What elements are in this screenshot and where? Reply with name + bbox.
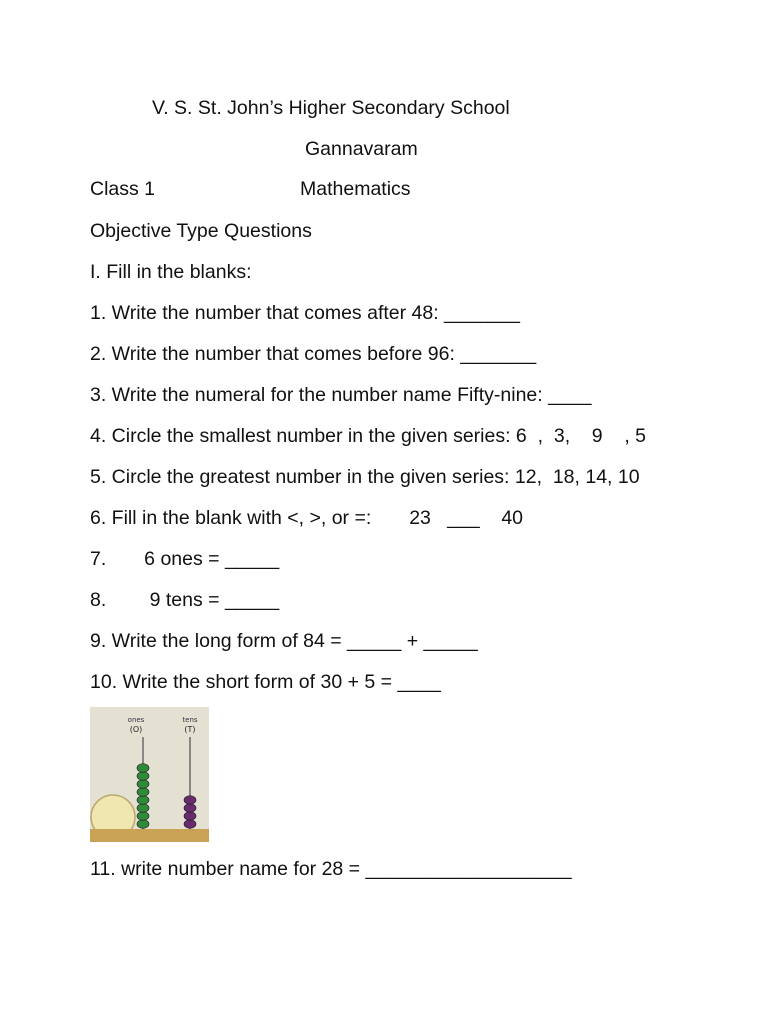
- section-title: Objective Type Questions: [90, 220, 312, 242]
- part-title: I. Fill in the blanks:: [90, 261, 252, 283]
- question-8: 8. 9 tens = _____: [90, 589, 280, 611]
- ones-rod-letter: (O): [129, 725, 143, 734]
- abacus-base: [90, 829, 209, 842]
- question-7: 7. 6 ones = _____: [90, 548, 280, 570]
- question-2: 2. Write the number that comes before 96: _______: [90, 343, 537, 365]
- school-place: Gannavaram: [305, 138, 418, 160]
- ones-bead: [137, 812, 149, 821]
- abacus-drawing: [90, 707, 209, 842]
- tens-rod-letter: (T): [184, 725, 196, 734]
- subject-label: Mathematics: [300, 178, 411, 200]
- tens-bead: [184, 820, 196, 829]
- tens-bead: [184, 812, 196, 821]
- question-10: 10. Write the short form of 30 + 5 = ____: [90, 671, 441, 693]
- school-name: V. S. St. John’s Higher Secondary School: [152, 97, 510, 119]
- question-1: 1. Write the number that comes after 48: _______: [90, 302, 520, 324]
- ones-bead: [137, 772, 149, 781]
- ones-bead: [137, 796, 149, 805]
- question-3: 3. Write the numeral for the number name Fifty-nine: ____: [90, 384, 592, 406]
- tens-bead: [184, 796, 196, 805]
- ones-bead: [137, 820, 149, 829]
- abacus-image: [90, 707, 209, 842]
- class-label: Class 1: [90, 178, 156, 200]
- question-9: 9. Write the long form of 84 = _____ + _____: [90, 630, 478, 652]
- tens-rod-label: tens: [182, 716, 198, 724]
- ones-bead: [137, 764, 149, 773]
- question-5: 5. Circle the greatest number in the given series: 12, 18, 14, 10: [90, 466, 640, 488]
- ones-rod-label: ones: [127, 716, 145, 724]
- question-4: 4. Circle the smallest number in the given series: 6 , 3, 9 , 5: [90, 425, 646, 447]
- tens-bead: [184, 804, 196, 813]
- ones-bead: [137, 788, 149, 797]
- question-11: 11. write number name for 28 = ___________________: [90, 858, 572, 880]
- question-6: 6. Fill in the blank with <, >, or =: 23 ___ 40: [90, 507, 524, 529]
- ones-bead: [137, 804, 149, 813]
- ones-bead: [137, 780, 149, 789]
